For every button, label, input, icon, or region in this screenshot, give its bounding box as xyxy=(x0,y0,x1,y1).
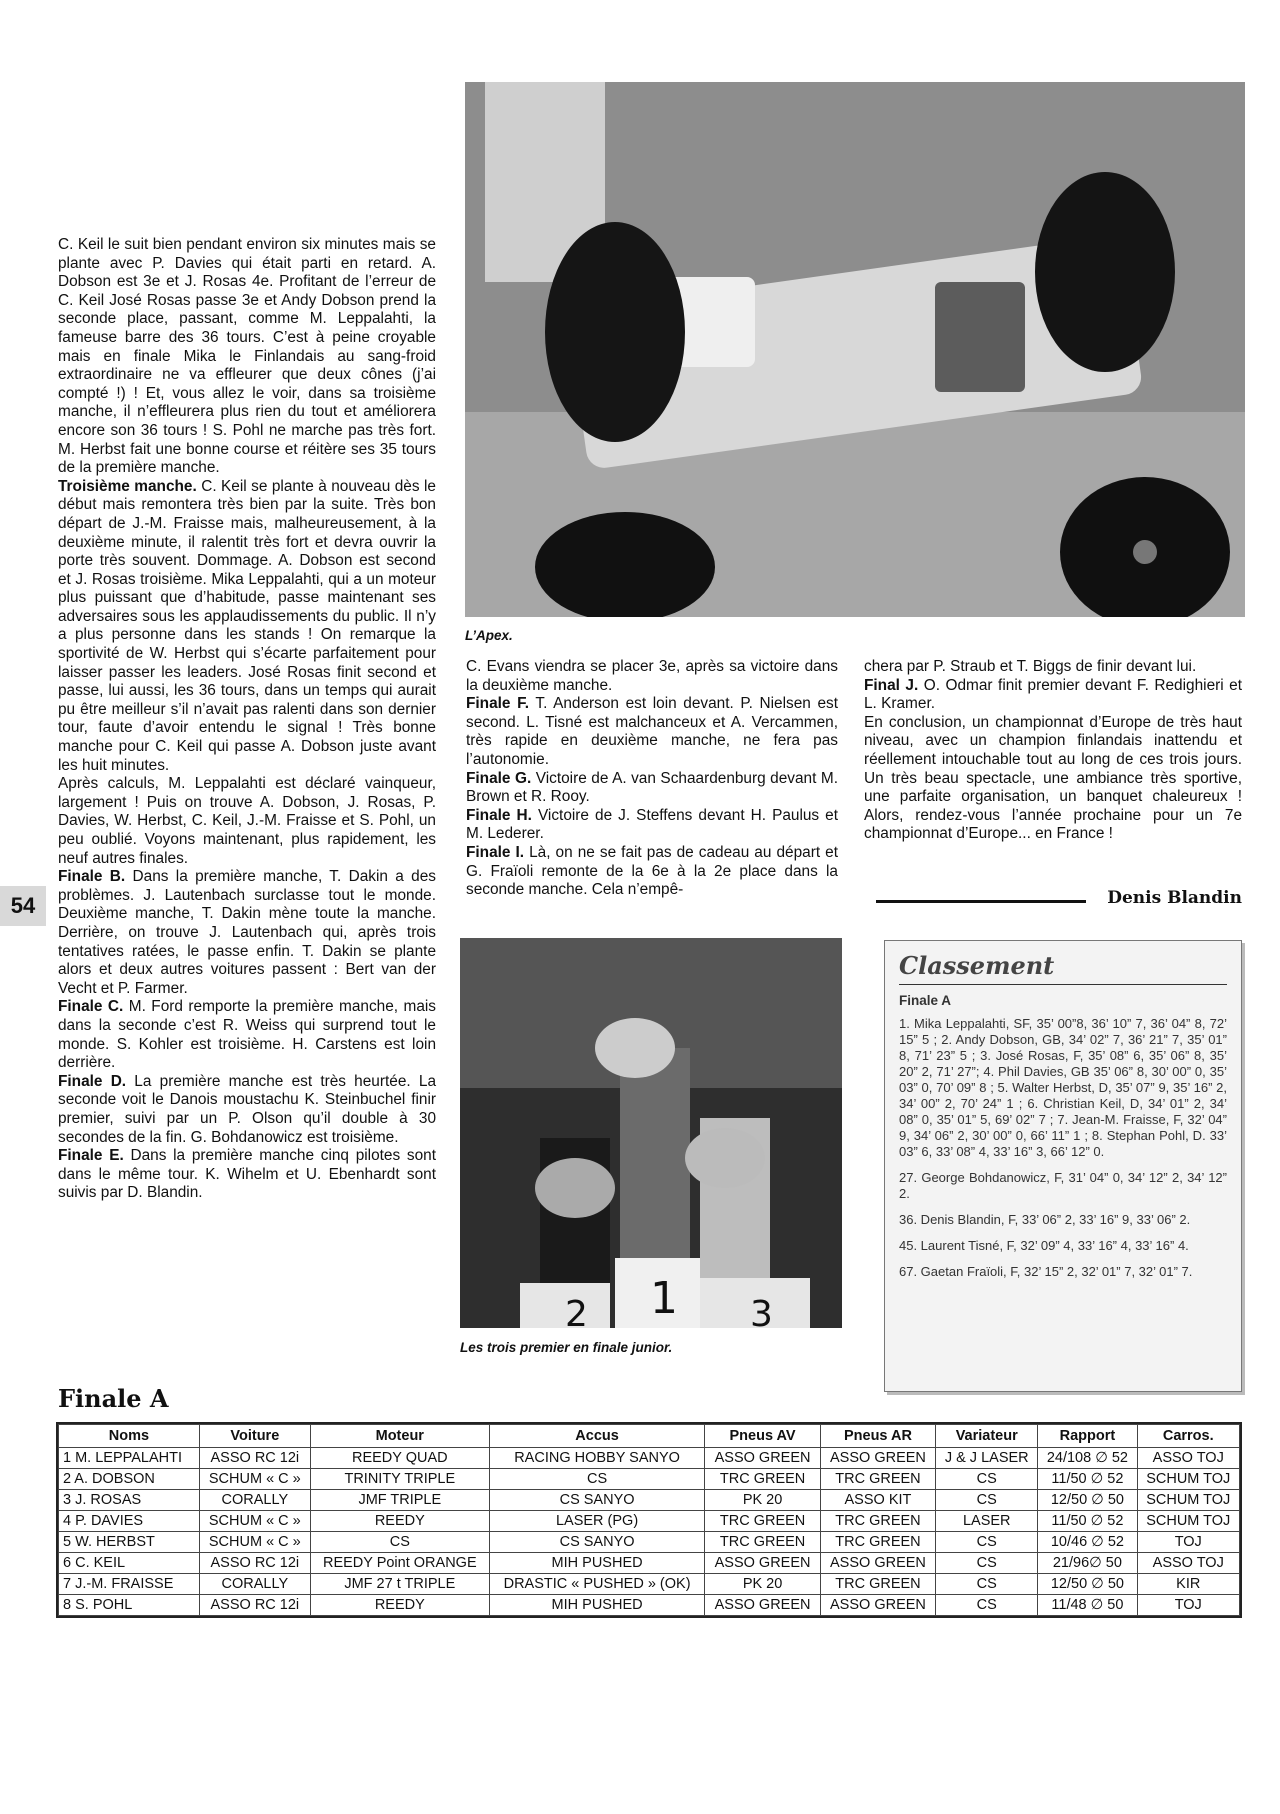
table-cell: TRC GREEN xyxy=(820,1511,935,1532)
table-cell: ASSO GREEN xyxy=(820,1595,935,1616)
paragraph-lead: Finale B. xyxy=(58,868,126,886)
table-cell: 3 J. ROSAS xyxy=(59,1490,200,1511)
table-cell: ASSO GREEN xyxy=(705,1448,820,1469)
article-paragraph xyxy=(466,695,838,769)
classement-entry: 45. Laurent Tisné, F, 32’ 09” 4, 33’ 16” 4, 33’ 16” 4. xyxy=(899,1238,1189,1253)
table-row xyxy=(59,1574,1240,1595)
article-paragraph xyxy=(58,1147,436,1203)
article-paragraph xyxy=(58,868,436,998)
table-cell: CORALLY xyxy=(199,1490,310,1511)
table-cell: SCHUM TOJ xyxy=(1137,1490,1239,1511)
podium-photo xyxy=(460,938,842,1328)
table-header-row xyxy=(59,1425,1240,1448)
table-cell: REEDY Point ORANGE xyxy=(310,1553,489,1574)
article-paragraph xyxy=(466,844,838,900)
table-row xyxy=(59,1448,1240,1469)
paragraph-text: M. Ford remporte la première manche, mais dans la seconde c’est R. Weiss qui surprend tout le monde. S. Kohler est troisième. H. Carstens est loin derrière. xyxy=(58,998,436,1072)
table-cell: SCHUM « C » xyxy=(199,1532,310,1553)
paragraph-text: Dans la première manche cinq pilotes sont dans le même tour. K. Wihelm et U. Ebenhardt sont suivis par D. Blandin. xyxy=(58,1147,437,1202)
column-header: Carros. xyxy=(1137,1425,1239,1448)
classement-subtitle: Finale A xyxy=(899,993,952,1008)
table-cell: CS xyxy=(489,1469,705,1490)
car-photo xyxy=(465,82,1245,617)
table-cell: JMF 27 t TRIPLE xyxy=(310,1574,489,1595)
table-cell: 2 A. DOBSON xyxy=(59,1469,200,1490)
paragraph-text: Après calculs, M. Leppalahti est déclaré vainqueur, largement ! Puis on trouve A. Dobson, J. Rosas, P. Davies, W. Herbst, C. Keil, J.-M. Fraisse et S. Pohl, un peu oublié. Voyons maintenant, plus rapidement, les neuf autres finales. xyxy=(58,775,436,867)
table-cell: CORALLY xyxy=(199,1574,310,1595)
paragraph-text: Là, on ne se fait pas de cadeau au départ et G. Fraïoli remonte de la 6e à la 2e place dans la seconde manche. Cela n’empê- xyxy=(466,843,838,899)
table-cell: CS xyxy=(936,1490,1038,1511)
paragraph-text: Victoire de J. Steffens devant H. Paulus et M. Lederer. xyxy=(466,806,838,843)
table-cell: TOJ xyxy=(1137,1532,1239,1553)
classement-title: Classement xyxy=(899,951,1055,980)
table-row xyxy=(59,1469,1240,1490)
classement-entries xyxy=(885,1016,1241,1280)
car-photo-image xyxy=(465,82,1245,617)
table-cell: ASSO GREEN xyxy=(820,1448,935,1469)
article-paragraph xyxy=(466,658,838,695)
table-cell: REEDY xyxy=(310,1511,489,1532)
article-paragraph xyxy=(466,770,838,807)
paragraph-text: Victoire de A. van Schaardenburg devant M. Brown et R. Rooy. xyxy=(466,769,838,806)
table-cell: LASER xyxy=(936,1511,1038,1532)
paragraph-text: Dans la première manche, T. Dakin a des problèmes. J. Lautenbach surclasse tout le monde. Deuxième manche, T. Dakin mène toute la manche. Derrière, on trouve J. Lautenbach qui, après trois tentatives ratées, le passe enfin. T. Dakin se plante alors et deux autres voitures passent : Bert van der Vecht et P. Farmer. xyxy=(58,868,436,997)
paragraph-text: O. Odmar finit premier devant F. Redighieri et L. Kramer. xyxy=(864,676,1243,713)
paragraph-lead: Troisième manche. xyxy=(58,477,197,495)
table-cell: DRASTIC « PUSHED » (OK) xyxy=(489,1574,705,1595)
table-cell: CS xyxy=(310,1532,489,1553)
table-cell: TRC GREEN xyxy=(820,1469,935,1490)
paragraph-text: En conclusion, un championnat d’Europe de très haut niveau, avec un champion finlandais inattendu et réellement intouchable tout au long de ces trois jours. Un très beau spectacle, une ambiance très sportive, une parfaite organisation, un banquet chaleureux ! Alors, rendez-vous l’année prochaine pour un 7e championnat d’Europe... en France ! xyxy=(864,713,1242,843)
paragraph-text: C. Keil se plante à nouveau dès le début mais remontera très bien par la suite. Très bon départ de J.-M. Fraisse mais, malheureusement, à la deuxième minute, il ralentit très fort et devra ouvrir la porte très souvent. Dommage. A. Dobson est second et J. Rosas troisième. Mika Leppalahti, qui a un moteur plus puissant que d’habitude, passe maintenant ses adversaires sous les applaudissements du public. Il n’y a plus personne dans les stands ! On remarque la sportivité de W. Herbst qui s’écarte parfaitement pour laisser passer les leaders. José Rosas finit second et passe, lui aussi, les 36 tours, dans un temps qui aurait pu être meilleur s’il n’avait pas ralenti dans son dernier tour, faute d’avoir entendu le signal ! Très bonne manche pour C. Keil qui passe A. Dobson juste avant les huit minutes. xyxy=(58,477,436,774)
table-cell: CS xyxy=(936,1574,1038,1595)
table-cell: MIH PUSHED xyxy=(489,1553,705,1574)
paragraph-lead: Finale F. xyxy=(466,695,530,713)
results-title: Finale A xyxy=(58,1384,169,1413)
article-paragraph xyxy=(58,775,436,868)
table-cell: ASSO RC 12i xyxy=(199,1595,310,1616)
table-cell: TOJ xyxy=(1137,1595,1239,1616)
classement-entry: 67. Gaetan Fraïoli, F, 32’ 15” 2, 32’ 01” 7, 32’ 01” 7. xyxy=(899,1264,1193,1279)
table-cell: ASSO RC 12i xyxy=(199,1448,310,1469)
table-cell: ASSO TOJ xyxy=(1137,1553,1239,1574)
article-paragraph xyxy=(864,677,1242,714)
table-cell: REEDY xyxy=(310,1595,489,1616)
photo-caption: Les trois premier en finale junior. xyxy=(460,1340,673,1355)
table-cell: 11/50 ∅ 52 xyxy=(1038,1469,1137,1490)
paragraph-lead: Final J. xyxy=(864,676,919,694)
table-cell: 6 C. KEIL xyxy=(59,1553,200,1574)
article-column-2 xyxy=(466,658,838,900)
table-cell: PK 20 xyxy=(705,1490,820,1511)
table-cell: 24/108 ∅ 52 xyxy=(1038,1448,1137,1469)
table-cell: 4 P. DAVIES xyxy=(59,1511,200,1532)
table-cell: 1 M. LEPPALAHTI xyxy=(59,1448,200,1469)
table-cell: 12/50 ∅ 50 xyxy=(1038,1574,1137,1595)
article-paragraph xyxy=(58,478,436,776)
page-number: 54 xyxy=(0,886,46,926)
podium-number-1: 1 xyxy=(650,1273,678,1324)
table-cell: 12/50 ∅ 50 xyxy=(1038,1490,1137,1511)
table-cell: ASSO KIT xyxy=(820,1490,935,1511)
table-cell: ASSO GREEN xyxy=(705,1553,820,1574)
table-cell: LASER (PG) xyxy=(489,1511,705,1532)
paragraph-lead: Finale G. xyxy=(466,769,532,787)
article-column-3 xyxy=(864,658,1242,844)
classement-divider xyxy=(899,984,1227,985)
podium-number-2: 2 xyxy=(565,1294,588,1328)
paragraph-text: La première manche est très heurtée. La seconde voit le Danois moustachu K. Steinbuchel finir premier, suivi par un P. Olson qu’il double à 30 secondes de la fin. G. Bohdanowicz est troisième. xyxy=(58,1072,436,1146)
table-cell: 5 W. HERBST xyxy=(59,1532,200,1553)
table-cell: 7 J.-M. FRAISSE xyxy=(59,1574,200,1595)
table-cell: TRC GREEN xyxy=(820,1574,935,1595)
table-cell: 21/96∅ 50 xyxy=(1038,1553,1137,1574)
column-header: Rapport xyxy=(1038,1425,1137,1448)
paragraph-lead: Finale D. xyxy=(58,1072,127,1090)
table-row xyxy=(59,1490,1240,1511)
paragraph-lead: Finale E. xyxy=(58,1147,124,1165)
table-cell: ASSO TOJ xyxy=(1137,1448,1239,1469)
column-header: Voiture xyxy=(199,1425,310,1448)
column-header: Pneus AV xyxy=(705,1425,820,1448)
table-cell: CS xyxy=(936,1553,1038,1574)
table-cell: MIH PUSHED xyxy=(489,1595,705,1616)
photo-caption: L’Apex. xyxy=(465,628,513,643)
table-cell: 8 S. POHL xyxy=(59,1595,200,1616)
column-header: Noms xyxy=(59,1425,200,1448)
table-cell: REEDY QUAD xyxy=(310,1448,489,1469)
table-row xyxy=(59,1511,1240,1532)
table-cell: SCHUM « C » xyxy=(199,1469,310,1490)
table-cell: ASSO GREEN xyxy=(705,1595,820,1616)
author-name: Denis Blandin xyxy=(1107,888,1242,908)
table-cell: TRC GREEN xyxy=(705,1532,820,1553)
results-table xyxy=(56,1422,1242,1618)
table-cell: TRC GREEN xyxy=(820,1532,935,1553)
table-cell: CS SANYO xyxy=(489,1532,705,1553)
paragraph-lead: Finale I. xyxy=(466,843,525,861)
table-cell: 11/50 ∅ 52 xyxy=(1038,1511,1137,1532)
table-cell: CS SANYO xyxy=(489,1490,705,1511)
table-cell: SCHUM TOJ xyxy=(1137,1469,1239,1490)
article-paragraph xyxy=(466,807,838,844)
table-cell: CS xyxy=(936,1469,1038,1490)
table-cell: 11/48 ∅ 50 xyxy=(1038,1595,1137,1616)
table-cell: TRC GREEN xyxy=(705,1469,820,1490)
classement-entry: 1. Mika Leppalahti, SF, 35’ 00”8, 36’ 10” 7, 36’ 04” 8, 72’ 15” 5 ; 2. Andy Dobson, GB, 34’ 02” 7, 36’ 21” 7, 35’ 01” 8, 71’ 23” 5 ; 3. José Rosas, F, 35’ 08” 6, 35’ 06” 8, 35’ 20” 2, 71’ 27”; 4. Phil Davies, GB 35’ 06” 8, 30’ 00” 0, 35’ 03” 0, 70’ 09” 8 ; 5. Walter Herbst, D, 35’ 07” 9, 35’ 16” 2, 34’ 00” 2, 70’ 24” 1 ; 6. Christian Keil, D, 34’ 01” 2, 34’ 08” 0, 35’ 01” 5, 69’ 02” 7 ; 7. Jean-M. Fraisse, F, 32’ 04” 9, 34’ 06” 2, 30’ 00” 0, 66’ 11” 1 ; 8. Stephan Pohl, D. 33’ 03” 6, 33’ 08” 4, 33’ 16” 3, 66’ 12” 0. xyxy=(899,1016,1227,1159)
article-column-1 xyxy=(58,236,436,1203)
article-paragraph xyxy=(58,998,436,1072)
column-header: Pneus AR xyxy=(820,1425,935,1448)
paragraph-text: C. Keil le suit bien pendant environ six minutes mais se plante avec P. Davies qui était parti en retard. A. Dobson est 3e et J. Rosas 4e. Profitant de l’erreur de C. Keil José Rosas passe 3e et Andy Dobson prend la seconde place, passant, comme M. Leppalahti, la fameuse barre des 36 tours. C’est à peine croyable mais en finale Mika le Finlandais au sang-froid extraordinaire ne va effleurer que deux cônes (j’ai compté !) ! Et, vous allez le voir, dans sa troisième manche, il n’effleurera plus rien du tout et améliorera encore son 36 tours ! S. Pohl ne marche pas très fort. M. Herbst fait une bonne course et réitère ses 35 tours de la première manche. xyxy=(58,236,436,477)
podium-number-3: 3 xyxy=(750,1294,773,1328)
table-cell: TRC GREEN xyxy=(705,1511,820,1532)
table-cell: PK 20 xyxy=(705,1574,820,1595)
column-header: Accus xyxy=(489,1425,705,1448)
paragraph-lead: Finale H. xyxy=(466,806,532,824)
table-cell: CS xyxy=(936,1595,1038,1616)
table-cell: J & J LASER xyxy=(936,1448,1038,1469)
table-cell: KIR xyxy=(1137,1574,1239,1595)
classement-entry: 36. Denis Blandin, F, 33’ 06” 2, 33’ 16” 9, 33’ 06” 2. xyxy=(899,1212,1191,1227)
classement-box xyxy=(884,940,1242,1392)
article-paragraph xyxy=(58,236,436,478)
paragraph-text: C. Evans viendra se placer 3e, après sa victoire dans la deuxième manche. xyxy=(466,658,838,694)
table-row xyxy=(59,1553,1240,1574)
article-paragraph xyxy=(864,714,1242,844)
table-cell: SCHUM « C » xyxy=(199,1511,310,1532)
column-header: Variateur xyxy=(936,1425,1038,1448)
paragraph-text: T. Anderson est loin devant. P. Nielsen est second. L. Tisné est malchanceux et A. Vercammen, très rapide en deuxième manche, ne fera pas l’autonomie. xyxy=(466,695,838,768)
table-cell: ASSO GREEN xyxy=(820,1553,935,1574)
table-cell: RACING HOBBY SANYO xyxy=(489,1448,705,1469)
table-cell: ASSO RC 12i xyxy=(199,1553,310,1574)
table-cell: CS xyxy=(936,1532,1038,1553)
table-row xyxy=(59,1532,1240,1553)
paragraph-lead: Finale C. xyxy=(58,998,124,1016)
article-paragraph xyxy=(58,1073,436,1147)
signature-rule xyxy=(876,900,1086,903)
classement-entry: 27. George Bohdanowicz, F, 31’ 04” 0, 34’ 12” 2, 34’ 12” 2. xyxy=(899,1170,1227,1201)
table-row xyxy=(59,1595,1240,1616)
column-header: Moteur xyxy=(310,1425,489,1448)
paragraph-text: chera par P. Straub et T. Biggs de finir devant lui. xyxy=(864,658,1197,675)
table-cell: JMF TRIPLE xyxy=(310,1490,489,1511)
article-paragraph xyxy=(864,658,1242,677)
table-cell: SCHUM TOJ xyxy=(1137,1511,1239,1532)
table-cell: 10/46 ∅ 52 xyxy=(1038,1532,1137,1553)
table-cell: TRINITY TRIPLE xyxy=(310,1469,489,1490)
podium-photo-image xyxy=(460,938,842,1328)
